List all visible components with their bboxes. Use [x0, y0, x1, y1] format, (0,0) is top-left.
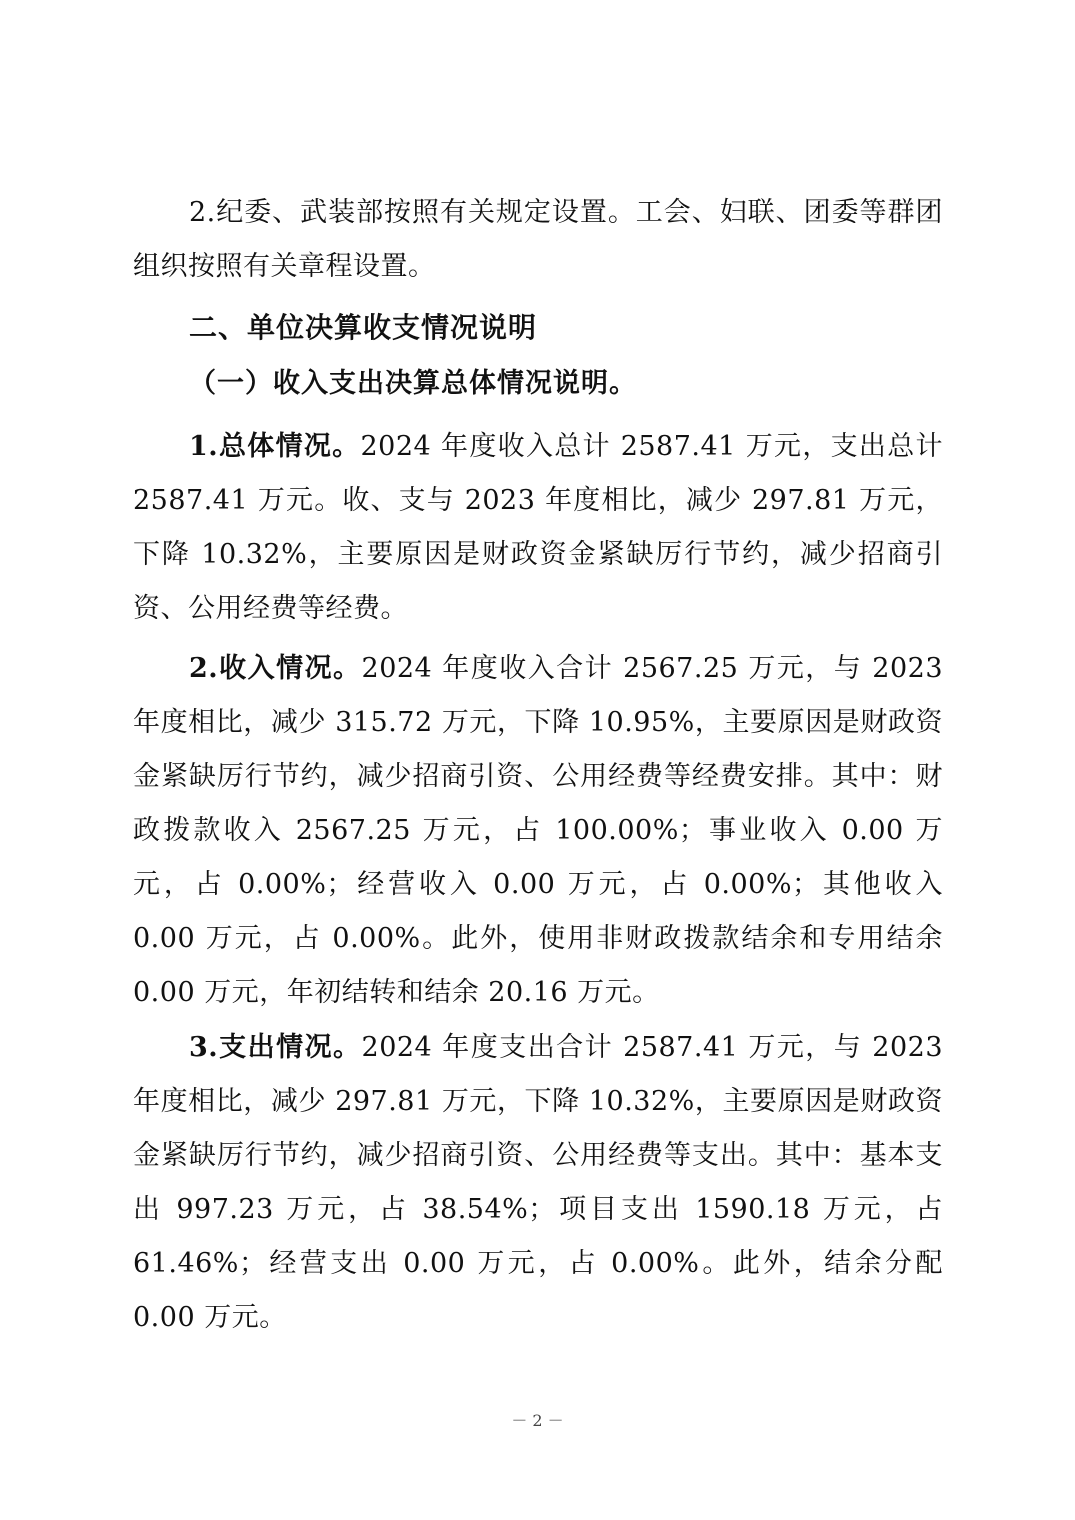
paragraph-body-overall: 2024 年度收入总计 2587.41 万元，支出总计 2587.41 万元。收、支与 2023 年度相比，减少 297.81 万元，下降 10.32%，主要原因是财政资金紧缺厉行节约，减少招商引资、公用经费等经费。: [133, 431, 944, 624]
page-number: － 2 －: [511, 1411, 564, 1430]
subsection-heading-overall: （一）收入支出决算总体情况说明。: [189, 368, 637, 399]
paragraph-income-situation: [133, 642, 943, 1020]
section-heading-budget-summary: 二、单位决算收支情况说明: [189, 311, 538, 344]
paragraph-body-expense: 2024 年度支出合计 2587.41 万元，与 2023 年度相比，减少 297.81 万元，下降 10.32%，主要原因是财政资金紧缺厉行节约，减少招商引资、公用经费等支出。其中：基本支出 997.23 万元，占 38.54%；项目支出 1590.18 万元，占 61.46%；经营支出 0.00 万元，占 0.00%。此外，结余分配 0.00 万元。: [133, 1032, 943, 1333]
paragraph-body-income: 2024 年度收入合计 2567.25 万元，与 2023 年度相比，减少 315.72 万元，下降 10.95%，主要原因是财政资金紧缺厉行节约，减少招商引资、公用经费等经费安排。其中：财政拨款收入 2567.25 万元，占 100.00%；事业收入 0.00 万元，占 0.00%；经营收入 0.00 万元，占 0.00%；其他收入 0.00 万元，占 0.00%。此外，使用非财政拨款结余和专用结余 0.00 万元，年初结转和结余 20.16 万元。: [133, 653, 943, 1008]
paragraph-lead-expense: 3.支出情况。: [189, 1032, 362, 1063]
paragraph-lead-income: 2.收入情况。: [189, 653, 362, 684]
paragraph-lead-overall: 1.总体情况。: [189, 431, 361, 462]
paragraph-expense-situation: [133, 1021, 943, 1345]
paragraph-organization-setup: 2.纪委、武装部按照有关规定设置。工会、妇联、团委等群团组织按照有关章程设置。: [133, 197, 943, 282]
paragraph-overall-situation: [133, 420, 943, 636]
